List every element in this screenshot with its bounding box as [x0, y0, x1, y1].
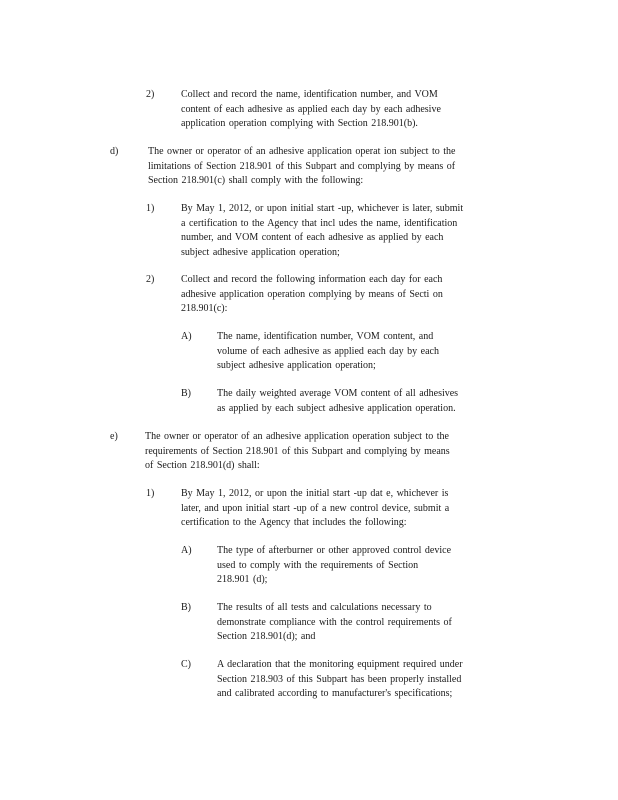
item-text — [181, 487, 489, 531]
item-text — [217, 330, 471, 374]
text-line: later, and upon initial start -up of a new control device, submit a — [181, 502, 450, 514]
text-line: 218.901(c): — [181, 303, 228, 314]
text-line: The name, identification number, VOM content, and — [217, 331, 434, 342]
text-line: volume of each adhesive as applied each day by each — [217, 345, 439, 357]
text-line: and calibrated according to manufacturer's specifications; — [217, 688, 453, 699]
text-line: limitations of Section 218.901 of this Subpart and complying by means of — [148, 160, 456, 172]
item-label: e) — [110, 431, 118, 442]
text-line: Collect and record the name, identification number, and VOM — [181, 89, 438, 100]
item-text — [181, 202, 499, 260]
item-text — [145, 430, 497, 474]
item-label: 2) — [146, 89, 155, 100]
item-text — [217, 601, 493, 645]
text-line: requirements of Section 218.901 of this Subpart and complying by means — [145, 445, 450, 457]
item-text — [148, 145, 504, 189]
text-line: content of each adhesive as applied each day by each adhesive — [181, 103, 441, 115]
text-line: application operation complying with Section 218.901(b). — [181, 118, 418, 129]
item-label: A) — [181, 545, 192, 556]
text-line: Collect and record the following information each day for each — [181, 274, 443, 285]
text-line: The daily weighted average VOM content of all adhesives — [217, 388, 459, 399]
text-line: as applied by each subject adhesive application operation. — [217, 402, 456, 414]
item-label: 1) — [146, 203, 155, 214]
text-line: Section 218.903 of this Subpart has been properly installed — [217, 673, 462, 685]
item-text — [217, 658, 503, 702]
item-label: 2) — [146, 274, 155, 285]
text-line: subject adhesive application operation; — [217, 360, 376, 371]
text-line: demonstrate compliance with the control requirements of — [217, 616, 452, 628]
text-line: of Section 218.901(d) shall: — [145, 460, 260, 471]
text-line: The owner or operator of an adhesive application operation subject to the — [145, 431, 449, 442]
text-line: number, and VOM content of each adhesive as applied by each — [181, 232, 444, 243]
text-line: The owner or operator of an adhesive application operat ion subject to the — [148, 146, 456, 157]
item-text — [217, 387, 491, 416]
item-text — [181, 273, 485, 317]
text-line: By May 1, 2012, or upon initial start -up, whichever is later, submit — [181, 203, 464, 214]
item-label: d) — [110, 146, 119, 157]
item-label: 1) — [146, 488, 155, 499]
item-label: A) — [181, 331, 192, 342]
text-line: Section 218.901(c) shall comply with the following: — [148, 175, 364, 186]
text-line: used to comply with the requirements of Section — [217, 559, 419, 571]
text-line: Section 218.901(d); and — [217, 631, 316, 642]
text-line: The results of all tests and calculations necessary to — [217, 602, 432, 613]
text-line: The type of afterburner or other approved control device — [217, 545, 452, 556]
text-line: 218.901 (d); — [217, 574, 268, 585]
text-line: A declaration that the monitoring equipment required under — [217, 659, 463, 670]
text-line: subject adhesive application operation; — [181, 246, 340, 258]
item-text — [217, 544, 487, 588]
text-line: a certification to the Agency that incl udes the name, identification — [181, 217, 458, 229]
item-text — [181, 88, 477, 132]
text-line: adhesive application operation complying by means of Secti on — [181, 288, 443, 300]
text-line: certification to the Agency that includes the following: — [181, 517, 407, 528]
item-label: C) — [181, 659, 191, 670]
text-line: By May 1, 2012, or upon the initial start -up dat e, whichever is — [181, 488, 449, 499]
item-label: B) — [181, 388, 191, 399]
item-label: B) — [181, 602, 191, 613]
